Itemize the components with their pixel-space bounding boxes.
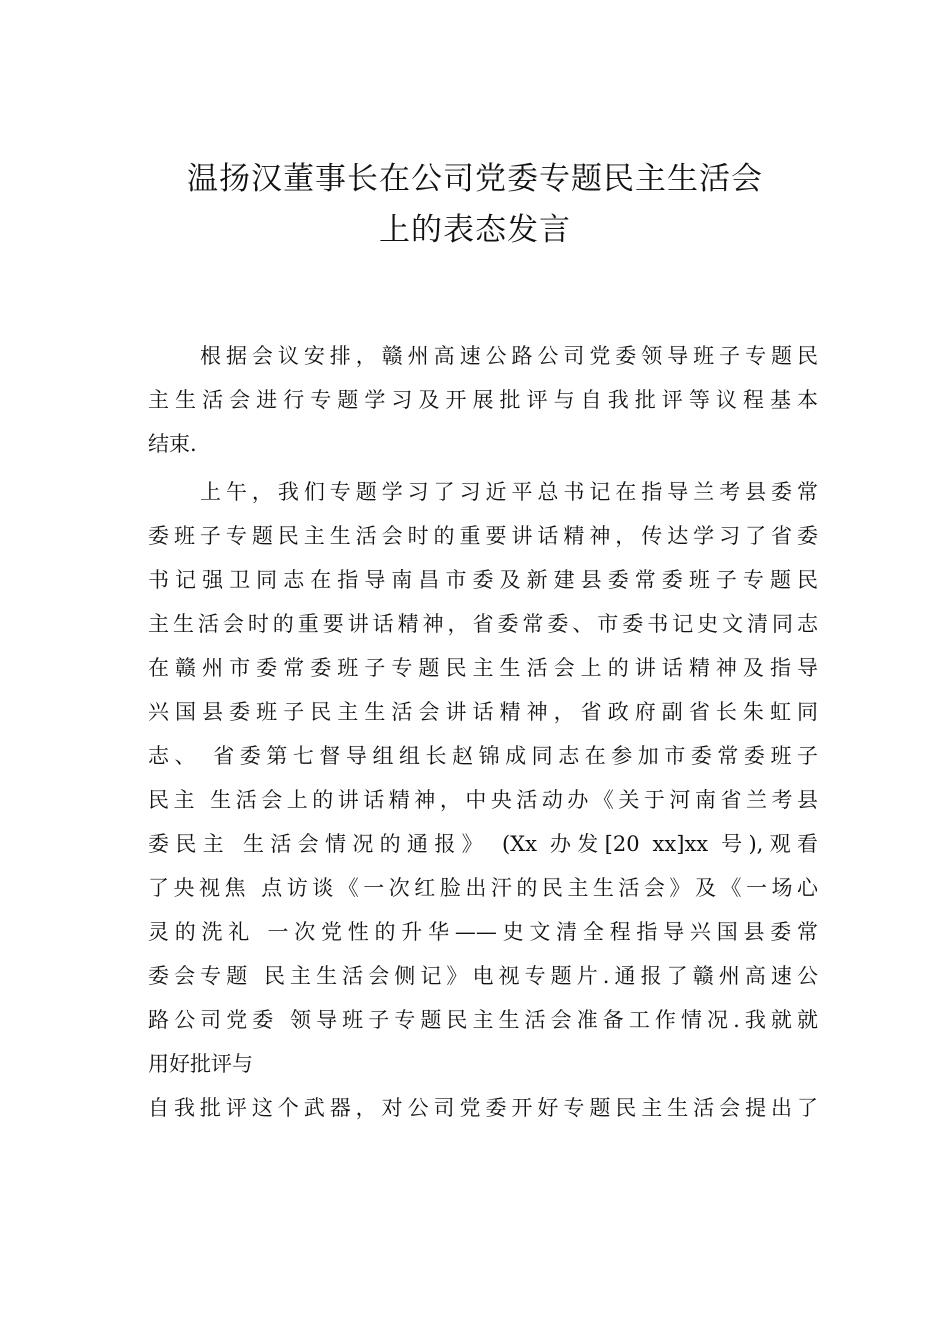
- paragraph-line: 上午，我们专题学习了习近平总书记在指导兰考县委常: [200, 480, 818, 504]
- paragraph-line: 结束.: [148, 432, 197, 456]
- paragraph-2: [148, 470, 818, 1086]
- paragraph-line: 委会专题 民主生活会侧记》电视专题片.通报了赣州高速公: [148, 964, 818, 988]
- document-body: [148, 334, 818, 1130]
- paragraph-line: 委民主 生活会情况的通报》 (Xx 办发[20 xx]xx 号),观看: [148, 832, 818, 856]
- paragraph-line: 了央视焦 点访谈《一次红脸出汗的民主生活会》及《一场心: [148, 876, 818, 900]
- paragraph-line: 主生活会时的重要讲话精神，省委常委、市委书记史文清同志: [148, 612, 818, 636]
- paragraph-line: 路公司党委 领导班子专题民主生活会准备工作情况.我就就: [148, 1008, 818, 1032]
- paragraph-line: 主生活会进行专题学习及开展批评与自我批评等议程基本: [148, 388, 818, 412]
- paragraph-line: 根据会议安排，赣州高速公路公司党委领导班子专题民: [200, 344, 818, 368]
- paragraph-line: 自我批评这个武器，对公司党委开好专题民主生活会提出了: [148, 1096, 818, 1120]
- paragraph-line: 民主 生活会上的讲话精神，中央活动办《关于河南省兰考县: [148, 788, 818, 812]
- paragraph-line: 灵的洗礼 一次党性的升华——史文清全程指导兴国县委常: [148, 920, 818, 944]
- paragraph-line: 在赣州市委常委班子专题民主生活会上的讲话精神及指导: [148, 656, 818, 680]
- document-title-line-2: 上的表态发言: [379, 212, 571, 248]
- document-title-line-1: 温扬汉董事长在公司党委专题民主生活会: [187, 161, 763, 197]
- paragraph-line: 用好批评与: [148, 1052, 253, 1076]
- paragraph-line: 兴国县委班子民主生活会讲话精神，省政府副省长朱虹同: [148, 700, 818, 724]
- paragraph-line: 书记强卫同志在指导南昌市委及新建县委常委班子专题民: [148, 568, 818, 592]
- paragraph-1: [148, 334, 818, 466]
- paragraph-line: 委班子专题民主生活会时的重要讲话精神，传达学习了省委: [148, 524, 818, 548]
- paragraph-3: [148, 1086, 818, 1130]
- paragraph-line: 志、 省委第七督导组组长赵锦成同志在参加市委常委班子: [148, 744, 818, 768]
